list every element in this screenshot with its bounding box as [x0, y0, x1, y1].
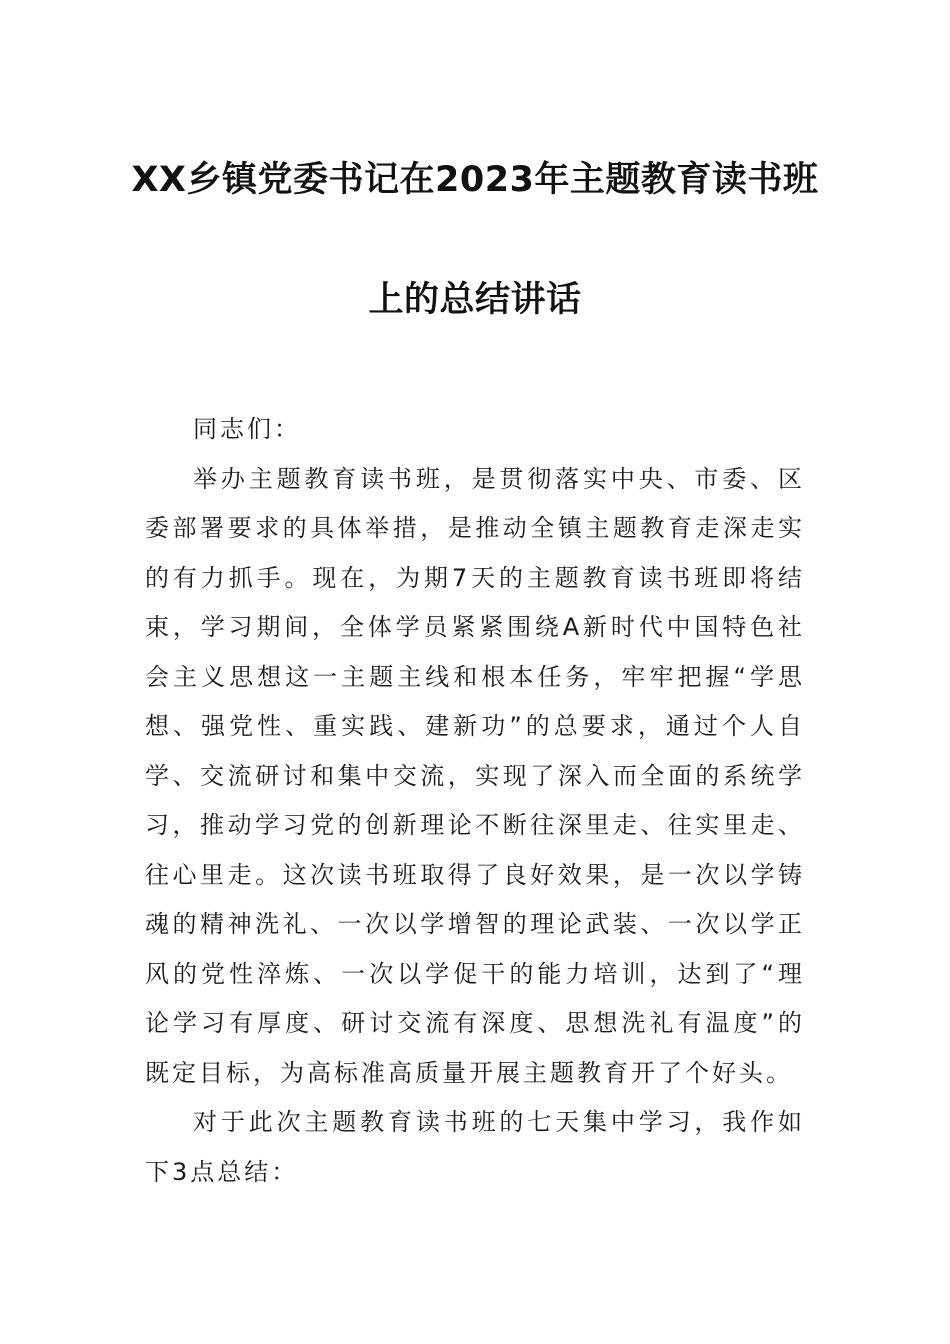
- paragraph-2: 对于此次主题教育读书班的七天集中学习，我作如下3点总结：: [145, 1108, 805, 1186]
- document-title-line-1: XX乡镇党委书记在2023年主题教育读书班: [131, 160, 819, 200]
- document-title-line-2: 上的总结讲话: [368, 280, 582, 320]
- salutation: 同志们：: [193, 415, 301, 443]
- paragraph-1: 举办主题教育读书班，是贯彻落实中央、市委、区委部署要求的具体举措，是推动全镇主题教育走深走实的有力抓手。现在，为期7天的主题教育读书班即将结束，学习期间，全体学员紧紧围绕A新时代中国特色社会主义思想这一主题主线和根本任务，牢牢把握“学思想、强党性、重实践、建新功”的总要求，通过个人自学、交流研讨和集中交流，实现了深入而全面的系统学习，推动学习党的创新理论不断往深里走、往实里走、往心里走。这次读书班取得了良好效果，是一次以学铸魂的精神洗礼、一次以学增智的理论武装、一次以学正风的党性淬炼、一次以学促干的能力培训，达到了“理论学习有厚度、研讨交流有深度、思想洗礼有温度”的既定目标，为高标准高质量开展主题教育开了个好头。: [145, 464, 805, 1087]
- document-body: [145, 405, 805, 1197]
